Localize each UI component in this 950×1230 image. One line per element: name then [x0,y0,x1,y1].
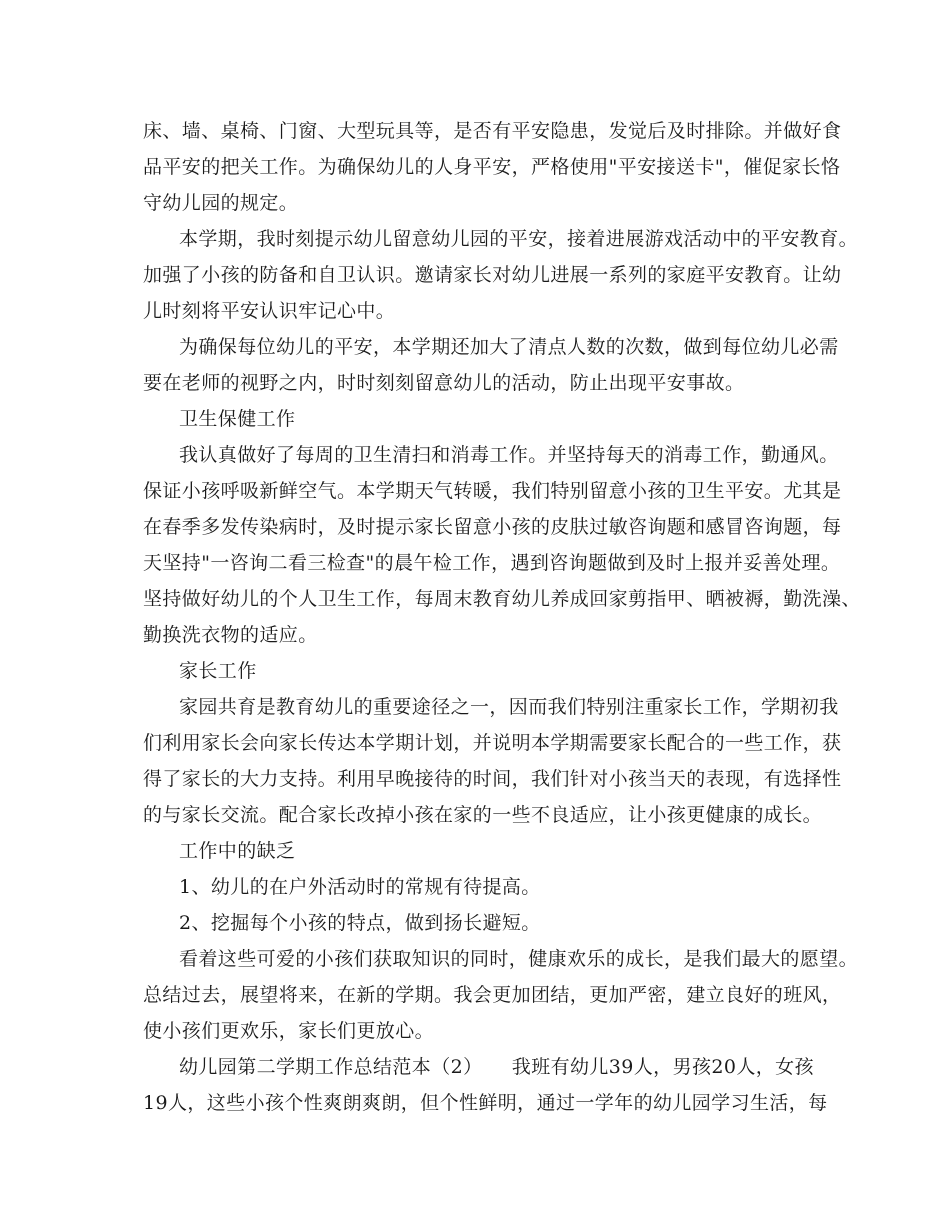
list-item: 1、幼儿的在户外活动时的常规有待提高。 [179,876,541,898]
text-line: 我认真做好了每周的卫生清扫和消毒工作。并坚持每天的消毒工作，勤通风。 [179,444,839,466]
section-heading: 卫生保健工作 [179,408,296,430]
text-line: 天坚持"一咨询二看三检查"的晨午检工作，遇到咨询题做到及时上报并妥善处理。 [143,552,841,574]
text-line: 得了家长的大力支持。利用早晚接待的时间，我们针对小孩当天的表现，有选择性 [143,768,842,790]
section-heading: 工作中的缺乏 [179,840,296,862]
text-line: 儿时刻将平安认识牢记心中。 [143,300,396,322]
text-line: 在春季多发传染病时，及时提示家长留意小孩的皮肤过敏咨询题和感冒咨询题，每 [143,516,842,538]
section-heading: 家长工作 [179,660,257,682]
text-line: 要在老师的视野之内，时时刻刻留意幼儿的活动，防止出现平安事故。 [143,372,745,394]
text-line: 家园共育是教育幼儿的重要途径之一，因而我们特别注重家长工作，学期初我 [179,696,839,718]
text-line: 本学期，我时刻提示幼儿留意幼儿园的平安，接着进展游戏活动中的平安教育。 [179,228,859,250]
text-line: 看着这些可爱的小孩们获取知识的同时，健康欢乐的成长，是我们最大的愿望。 [179,948,859,970]
text-line: 为确保每位幼儿的平安，本学期还加大了清点人数的次数，做到每位幼儿必需 [179,336,839,358]
text-line: 使小孩们更欢乐，家长们更放心。 [143,1020,435,1042]
text-line: 们利用家长会向家长传达本学期计划，并说明本学期需要家长配合的一些工作，获 [143,732,842,754]
text-line: 坚持做好幼儿的个人卫生工作，每周末教育幼儿养成回家剪指甲、晒被褥，勤洗澡、 [143,588,861,610]
text-line: 19人，这些小孩个性爽朗爽朗，但个性鲜明，通过一学年的幼儿园学习生活，每 [143,1092,828,1114]
list-item: 2、挖掘每个小孩的特点，做到扬长避短。 [179,912,541,934]
text-line: 总结过去，展望将来，在新的学期。我会更加团结，更加严密，建立良好的班风， [143,984,842,1006]
text-line: 幼儿园第二学期工作总结范本（2） 我班有幼儿39人，男孩20人，女孩 [179,1056,814,1078]
text-line: 加强了小孩的防备和自卫认识。邀请家长对幼儿进展一系列的家庭平安教育。让幼 [143,264,842,286]
text-line: 保证小孩呼吸新鲜空气。本学期天气转暖，我们特别留意小孩的卫生平安。尤其是 [143,480,842,502]
text-line: 守幼儿园的规定。 [143,192,299,214]
text-line: 勤换洗衣物的适应。 [143,624,318,646]
text-line: 的与家长交流。配合家长改掉小孩在家的一些不良适应，让小孩更健康的成长。 [143,804,823,826]
text-line: 床、墙、桌椅、门窗、大型玩具等，是否有平安隐患，发觉后及时排除。并做好食 [143,120,842,142]
text-line: 品平安的把关工作。为确保幼儿的人身平安，严格使用"平安接送卡"，催促家长恪 [143,156,841,178]
